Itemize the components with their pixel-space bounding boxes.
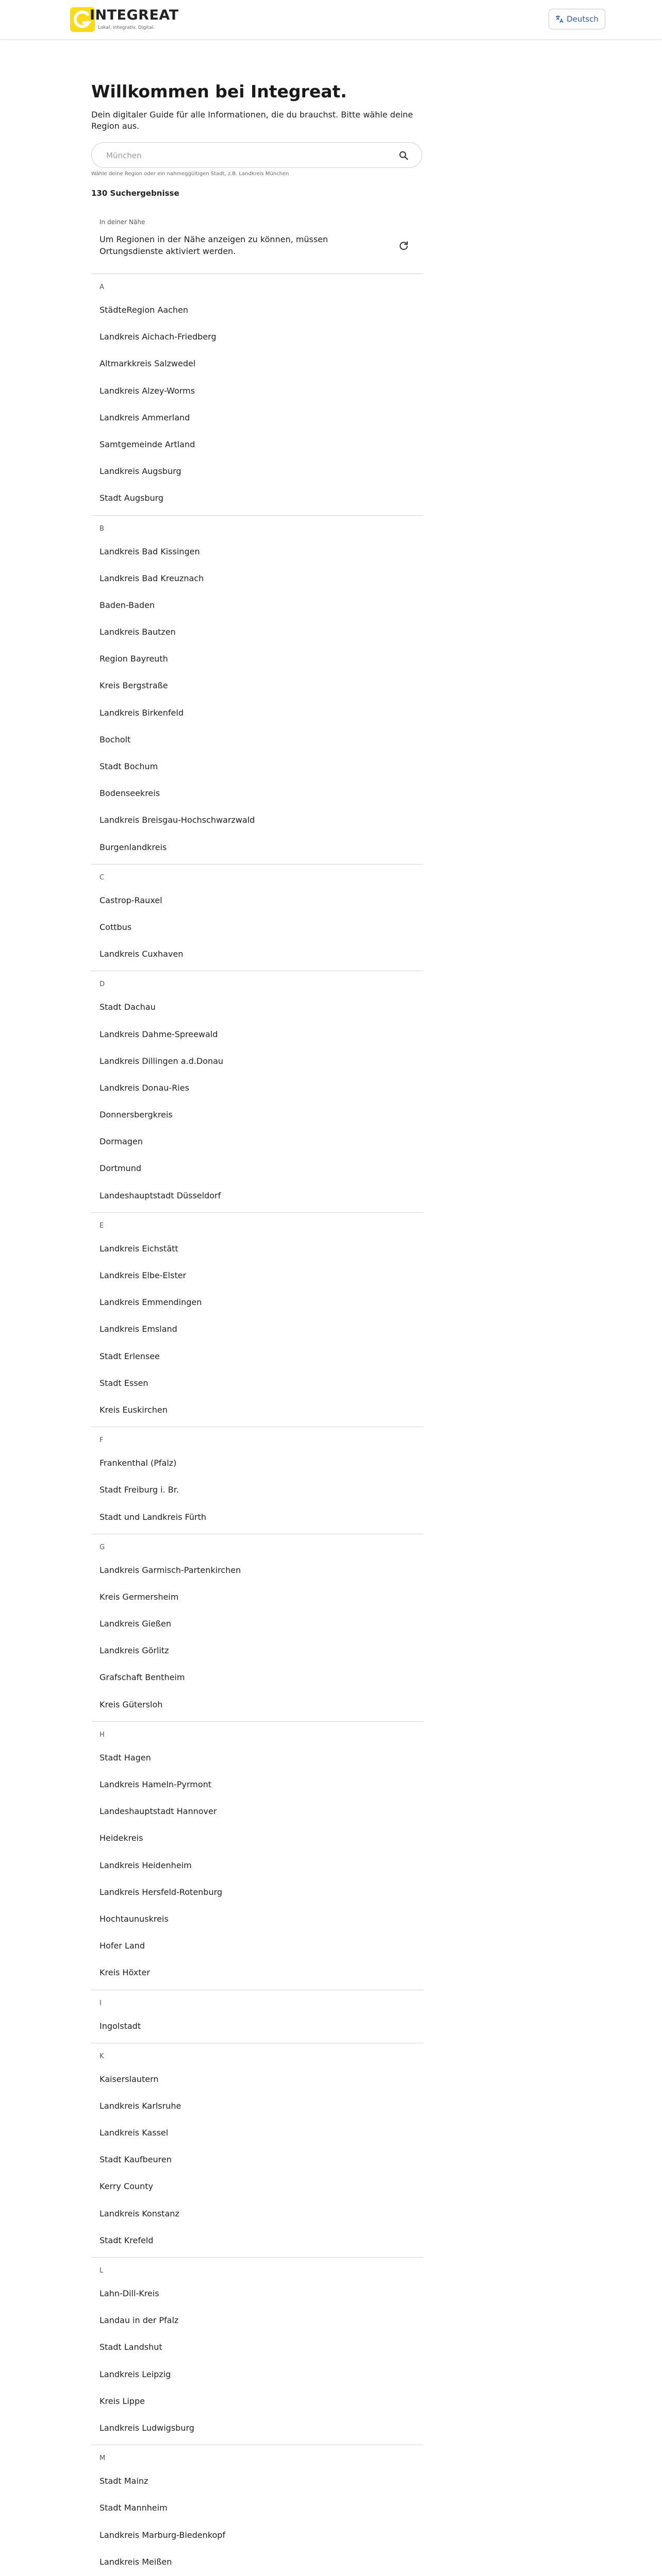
region-group [91, 1990, 423, 2043]
region-item[interactable]: Kreis Bergstraße [100, 681, 168, 691]
region-item[interactable]: Landkreis Marburg-Biedenkopf [100, 2530, 226, 2540]
integreat-logo[interactable] [70, 6, 179, 35]
region-group [91, 2445, 423, 2576]
region-item[interactable]: Kerry County [100, 2181, 153, 2192]
region-item[interactable]: Kaiserslautern [100, 2074, 159, 2084]
region-item[interactable]: Kreis Höxter [100, 1968, 150, 1978]
group-letter: C [100, 873, 105, 882]
results-count: 130 Suchergebnisse [91, 189, 179, 198]
region-item[interactable]: Stadt Landshut [100, 2342, 162, 2352]
region-item[interactable]: Baden-Baden [100, 600, 155, 610]
region-item[interactable]: Dortmund [100, 1163, 141, 1174]
region-item[interactable]: Landkreis Breisgau-Hochschwarzwald [100, 815, 255, 825]
region-item[interactable]: Cottbus [100, 922, 132, 932]
group-letter: D [100, 980, 105, 989]
region-item[interactable]: Bocholt [100, 734, 131, 744]
region-item[interactable]: Hochtaunuskreis [100, 1913, 169, 1924]
region-item[interactable]: Landkreis Dahme-Spreewald [100, 1029, 218, 1039]
region-group [91, 1534, 423, 1721]
region-item[interactable]: Lahn-Dill-Kreis [100, 2289, 159, 2298]
region-item[interactable]: Frankenthal (Pfalz) [100, 1458, 177, 1468]
region-item[interactable]: Region Bayreuth [100, 654, 168, 664]
region-item[interactable]: Landkreis Bad Kissingen [100, 546, 200, 556]
region-item[interactable]: StädteRegion Aachen [100, 305, 189, 315]
region-item[interactable]: Landkreis Emmendingen [100, 1297, 202, 1308]
region-item[interactable]: Landkreis Kassel [100, 2128, 169, 2138]
region-item[interactable]: Stadt Freiburg i. Br. [100, 1485, 179, 1495]
region-item[interactable]: Landkreis Garmisch-Partenkirchen [100, 1565, 241, 1575]
region-group [91, 864, 423, 971]
search-hint: Wähle deine Region oder ein nahmeggültigen Stadt, z.B. Landkreis München [91, 171, 289, 177]
region-list [91, 274, 423, 2576]
group-letter: A [100, 283, 104, 291]
region-item[interactable]: Landkreis Cuxhaven [100, 949, 184, 959]
region-item[interactable]: Donnersbergkreis [100, 1110, 173, 1120]
region-item[interactable]: Landkreis Dillingen a.d.Donau [100, 1056, 224, 1066]
region-item[interactable]: Landkreis Ludwigsburg [100, 2422, 194, 2433]
region-item[interactable]: Stadt Dachau [100, 1002, 156, 1012]
region-item[interactable]: Landau in der Pfalz [100, 2315, 179, 2326]
nearby-location-notice: Um Regionen in der Nähe anzeigen zu können, müssen Ortungsdienste aktiviert werden. [100, 234, 328, 256]
region-item[interactable]: Stadt Essen [100, 1378, 148, 1388]
region-item[interactable]: Grafschaft Bentheim [100, 1672, 185, 1683]
search-input[interactable] [105, 149, 396, 162]
region-item[interactable]: Landkreis Augsburg [100, 466, 181, 477]
region-item[interactable]: Landkreis Leipzig [100, 2369, 171, 2379]
region-item[interactable]: Dormagen [100, 1137, 143, 1147]
region-item[interactable]: Heidekreis [100, 1833, 143, 1843]
region-item[interactable]: Kreis Lippe [100, 2396, 145, 2406]
region-item[interactable]: Landkreis Donau-Ries [100, 1082, 189, 1093]
translate-icon [555, 15, 564, 23]
region-item[interactable]: Stadt Augsburg [100, 493, 164, 503]
region-item[interactable]: Landkreis Alzey-Worms [100, 385, 195, 396]
logo-tagline: Lokal. Integrativ. Digital. [98, 25, 155, 30]
region-item[interactable]: Landkreis Konstanz [100, 2208, 179, 2218]
site-header [0, 0, 662, 40]
region-item[interactable]: Burgenlandkreis [100, 842, 167, 852]
region-item[interactable]: Landkreis Görlitz [100, 1646, 169, 1656]
region-item[interactable]: Landeshauptstadt Düsseldorf [100, 1190, 221, 1200]
group-letter: H [100, 1731, 105, 1739]
region-item[interactable]: Landkreis Bautzen [100, 627, 176, 637]
region-item[interactable]: Stadt Krefeld [100, 2235, 154, 2245]
region-group [91, 2257, 423, 2445]
region-item[interactable]: Castrop-Rauxel [100, 895, 162, 905]
region-item[interactable]: Stadt und Landkreis Fürth [100, 1512, 206, 1522]
refresh-icon[interactable] [398, 240, 409, 251]
page-title: Willkommen bei Integreat. [91, 81, 347, 102]
group-letter: F [100, 1436, 104, 1445]
region-item[interactable]: Landkreis Hersfeld-Rotenburg [100, 1887, 223, 1897]
group-letter: K [100, 2052, 104, 2060]
region-item[interactable]: Landeshauptstadt Hannover [100, 1806, 217, 1817]
region-item[interactable]: Stadt Mannheim [100, 2503, 168, 2513]
region-item[interactable]: Stadt Bochum [100, 761, 158, 771]
region-item[interactable]: Landkreis Hameln-Pyrmont [100, 1780, 212, 1789]
region-group [91, 1212, 423, 1427]
region-group [91, 2043, 423, 2257]
region-item[interactable]: Bodenseekreis [100, 788, 160, 799]
search-bar [91, 142, 422, 168]
region-item[interactable]: Stadt Mainz [100, 2476, 148, 2486]
region-group [91, 1721, 423, 1990]
region-item[interactable]: Kreis Gütersloh [100, 1699, 163, 1709]
language-label: Deutsch [567, 14, 599, 24]
region-group [91, 515, 423, 864]
group-letter: I [100, 1999, 102, 2007]
region-item[interactable]: Landkreis Eichstätt [100, 1243, 178, 1253]
region-group [91, 1427, 423, 1534]
region-item[interactable]: Altmarkkreis Salzwedel [100, 359, 196, 369]
region-item[interactable]: Landkreis Heidenheim [100, 1860, 192, 1870]
region-item[interactable]: Kreis Germersheim [100, 1591, 179, 1602]
region-item[interactable]: Samtgemeinde Artland [100, 439, 195, 449]
search-icon[interactable] [398, 150, 409, 161]
region-item[interactable]: Hofer Land [100, 1941, 145, 1951]
group-letter: M [100, 2454, 106, 2463]
group-letter: G [100, 1543, 105, 1551]
logo-wordmark: INTEGREAT [90, 7, 179, 23]
region-item[interactable]: Landkreis Ammerland [100, 412, 190, 422]
region-item[interactable]: Kreis Euskirchen [100, 1404, 168, 1415]
group-letter: L [100, 2267, 104, 2275]
region-group [91, 274, 423, 515]
language-button[interactable] [549, 9, 605, 29]
region-group [91, 971, 423, 1212]
region-item[interactable]: Landkreis Bad Kreuznach [100, 573, 204, 583]
group-letter: E [100, 1222, 104, 1230]
page-description: Dein digitaler Guide für alle Informationen, die du brauchst. Bitte wähle deine Region aus. [91, 110, 413, 131]
region-item[interactable]: Landkreis Aichach-Friedberg [100, 332, 217, 342]
region-item[interactable]: Landkreis Gießen [100, 1619, 171, 1629]
region-item[interactable]: Stadt Kaufbeuren [100, 2155, 172, 2165]
region-item[interactable]: Landkreis Birkenfeld [100, 707, 184, 718]
region-item[interactable]: Landkreis Emsland [100, 1324, 177, 1334]
group-letter: B [100, 524, 104, 533]
region-item[interactable]: Landkreis Karlsruhe [100, 2100, 181, 2111]
nearby-heading: In deiner Nähe [100, 218, 145, 226]
region-item[interactable]: Stadt Erlensee [100, 1351, 160, 1361]
region-item[interactable]: Landkreis Elbe-Elster [100, 1270, 187, 1280]
region-item[interactable]: Stadt Hagen [100, 1752, 151, 1762]
region-item[interactable]: Ingolstadt [100, 2021, 141, 2031]
region-item[interactable]: Landkreis Meißen [100, 2556, 172, 2567]
